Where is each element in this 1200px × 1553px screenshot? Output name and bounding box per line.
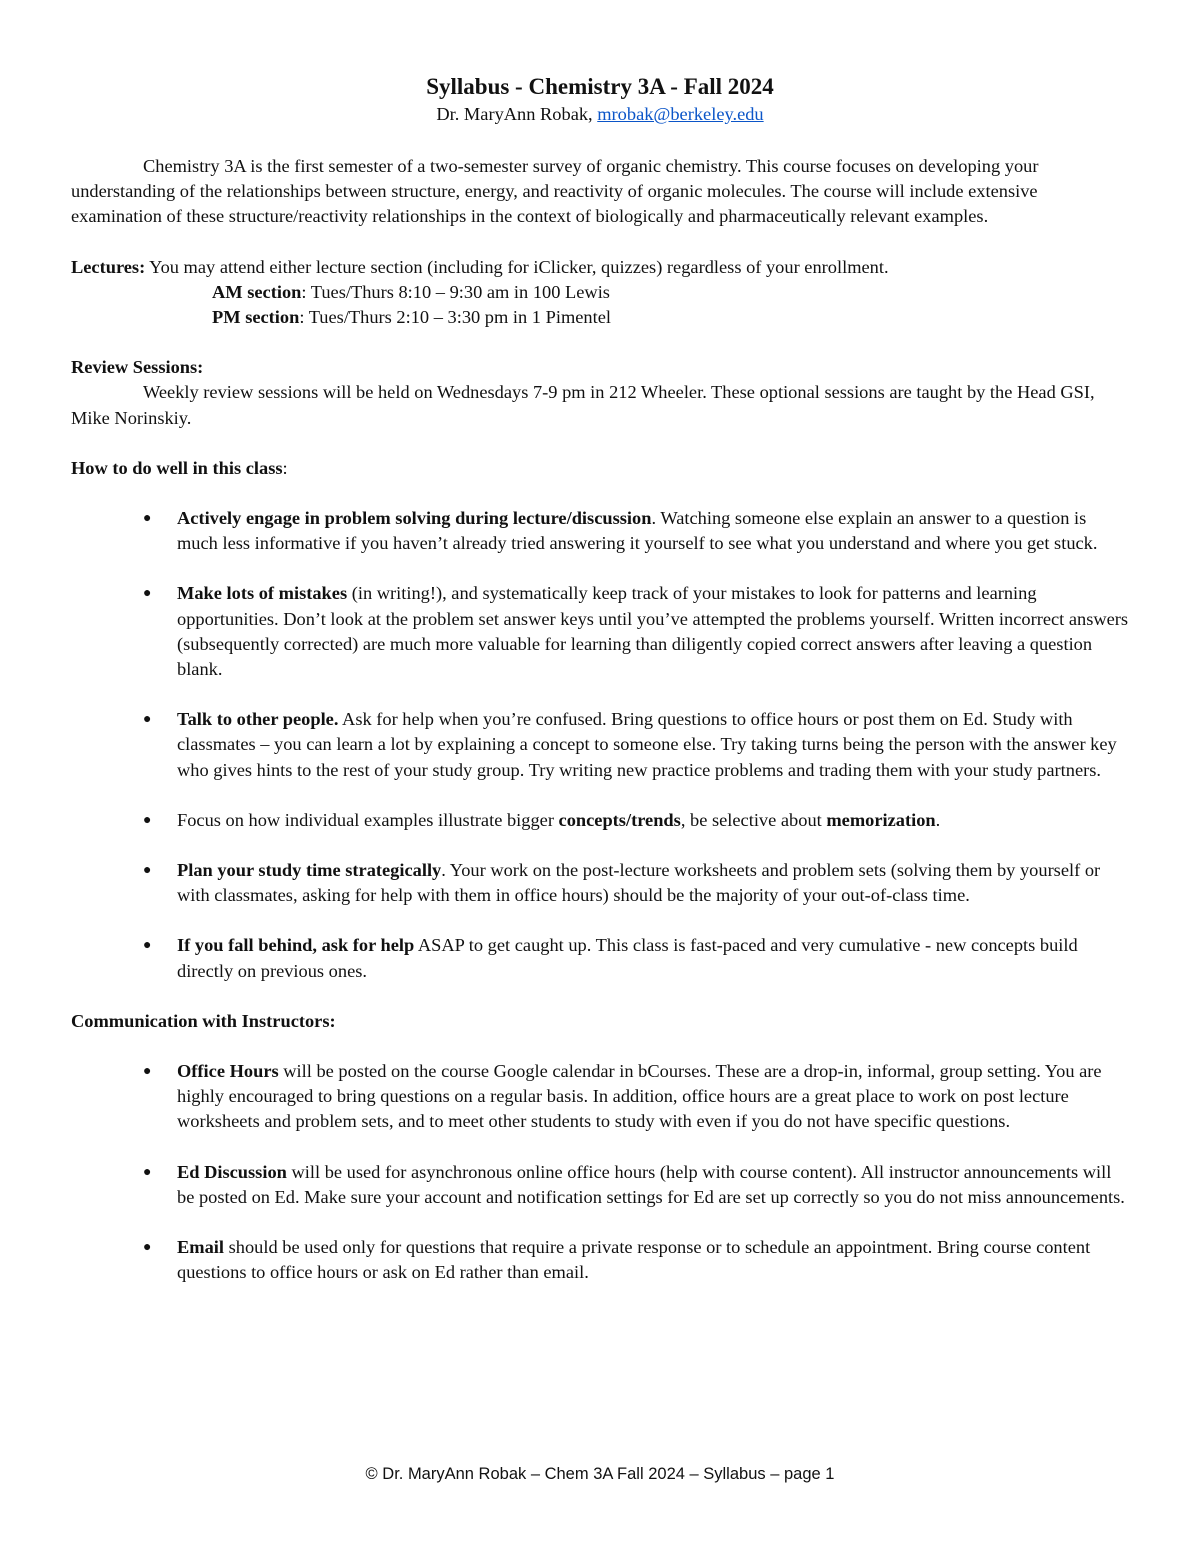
list-item-bold: Ed Discussion <box>177 1161 287 1182</box>
list-item <box>71 1160 1131 1210</box>
list-item-text: will be posted on the course Google calendar in bCourses. These are a drop-in, informal, group setting. You are highly encouraged to bring questions on a regular basis. In addition, office hours are a great place to work on post lecture worksheets and problem sets, and to meet other students to study with even if you do not have specific questions. <box>177 1061 1102 1132</box>
bullet-icon: ● <box>143 863 152 879</box>
list-item-bold: Office Hours <box>177 1061 279 1082</box>
how-to-heading-text: How to do well in this class <box>71 457 283 478</box>
review-heading-text: Review Sessions: <box>71 357 204 378</box>
list-item-text: . Your work on the post-lecture worksheets and problem sets (solving them by yourself or with classmates, asking for help with them in office hours) should be the majority of your out-of-class time. <box>177 860 1101 906</box>
review-text: Weekly review sessions will be held on Wednesdays 7-9 pm in 212 Wheeler. These optional sessions are taught by the Head GSI, Mike Norinskiy. <box>71 382 1095 428</box>
review-heading <box>71 355 1131 380</box>
instructor-email-link[interactable]: mrobak@berkeley.edu <box>597 104 764 124</box>
list-item <box>71 858 1131 908</box>
list-item-text: Focus on how individual examples illustrate bigger <box>177 809 559 830</box>
list-item-text: ASAP to get caught up. This class is fast-paced and very cumulative - new concepts build directly on previous ones. <box>177 935 1078 981</box>
how-to-list <box>71 506 1131 984</box>
bullet-icon: ● <box>143 1240 152 1256</box>
pm-section-line <box>212 305 1131 330</box>
list-item-bold: memorization <box>826 809 936 830</box>
bullet-icon: ● <box>143 1064 152 1080</box>
lectures-paragraph <box>71 255 1131 280</box>
instructor-line <box>0 102 1200 126</box>
list-item-text: Ask for help when you’re confused. Bring questions to office hours or post them on Ed. Study with classmates – you can learn a lot by explaining a concept to someone else. Try taking turns being the person with the answer key who gives hints to the rest of your study group. Try writing new practice problems and trading them with your study partners. <box>177 709 1117 780</box>
how-to-heading-colon: : <box>282 457 288 478</box>
list-item-bold: Email <box>177 1237 225 1258</box>
am-section-line <box>212 280 1131 305</box>
list-item-text: . <box>935 809 941 830</box>
list-item <box>71 808 1131 833</box>
list-item-text: should be used only for questions that require a private response or to schedule an appointment. Bring course content questions to office hours or ask on Ed rather than email. <box>177 1237 1091 1283</box>
list-item-bold: Plan your study time strategically <box>177 860 442 881</box>
page-footer: © Dr. MaryAnn Robak – Chem 3A Fall 2024 – Syllabus – page 1 <box>365 1465 835 1483</box>
pm-section-details: : Tues/Thurs 2:10 – 3:30 pm in 1 Pimentel <box>299 307 611 328</box>
pm-section-label: PM section <box>212 307 300 328</box>
list-item-bold: If you fall behind, ask for help <box>177 935 415 956</box>
bullet-icon: ● <box>143 938 152 954</box>
list-item-bold: concepts/trends <box>558 809 681 830</box>
document-header <box>0 72 1200 126</box>
am-section-label: AM section <box>212 281 302 302</box>
how-to-heading <box>71 456 1131 481</box>
course-intro: Chemistry 3A is the first semester of a two-semester survey of organic chemistry. This course focuses on developing your understanding of the relationships between structure, energy, and reactivity of organic molecules. The course will include extensive examination of these structure/reactivity relationships in the context of biologically and pharmaceutically relevant examples. <box>71 156 1039 227</box>
list-item-text: . Watching someone else explain an answer to a question is much less informative if you haven’t already tried answering it yourself to see what you understand and where you get stuck. <box>177 508 1098 554</box>
bullet-icon: ● <box>143 511 152 527</box>
communication-heading <box>71 1009 1131 1034</box>
list-item <box>71 1235 1131 1285</box>
list-item-bold: Talk to other people. <box>177 709 339 730</box>
lectures-text: You may attend either lecture section (including for iClicker, quizzes) regardless of your enrollment. <box>145 256 889 277</box>
bullet-icon: ● <box>143 812 152 828</box>
list-item-text: will be used for asynchronous online office hours (help with course content). All instructor announcements will be posted on Ed. Make sure your account and notification settings for Ed are set up correctly so you do not miss announcements. <box>177 1161 1125 1207</box>
bullet-icon: ● <box>143 712 152 728</box>
lectures-heading: Lectures: <box>71 256 146 277</box>
list-item <box>71 581 1131 682</box>
list-item-text: , be selective about <box>680 809 827 830</box>
am-section-details: : Tues/Thurs 8:10 – 9:30 am in 100 Lewis <box>301 281 610 302</box>
bullet-icon: ● <box>143 1164 152 1180</box>
list-item-bold: Make lots of mistakes <box>177 583 348 604</box>
list-item <box>71 506 1131 556</box>
list-item <box>71 1059 1131 1135</box>
document-title: Syllabus - Chemistry 3A - Fall 2024 <box>426 74 774 99</box>
syllabus-body <box>71 154 1131 1311</box>
communication-heading-text: Communication with Instructors: <box>71 1010 336 1031</box>
list-item-text: (in writing!), and systematically keep track of your mistakes to look for patterns and learning opportunities. Don’t look at the problem set answer keys until you’ve attempted the problems yourself. Written incorrect answers (subsequently corrected) are much more valuable for learning than diligently copied correct answers after leaving a question blank. <box>177 583 1129 680</box>
bullet-icon: ● <box>143 586 152 602</box>
list-item <box>71 933 1131 983</box>
instructor-name: Dr. MaryAnn Robak, <box>436 104 598 124</box>
list-item <box>71 707 1131 783</box>
communication-list <box>71 1059 1131 1285</box>
list-item-bold: Actively engage in problem solving during lecture/discussion <box>177 508 652 529</box>
